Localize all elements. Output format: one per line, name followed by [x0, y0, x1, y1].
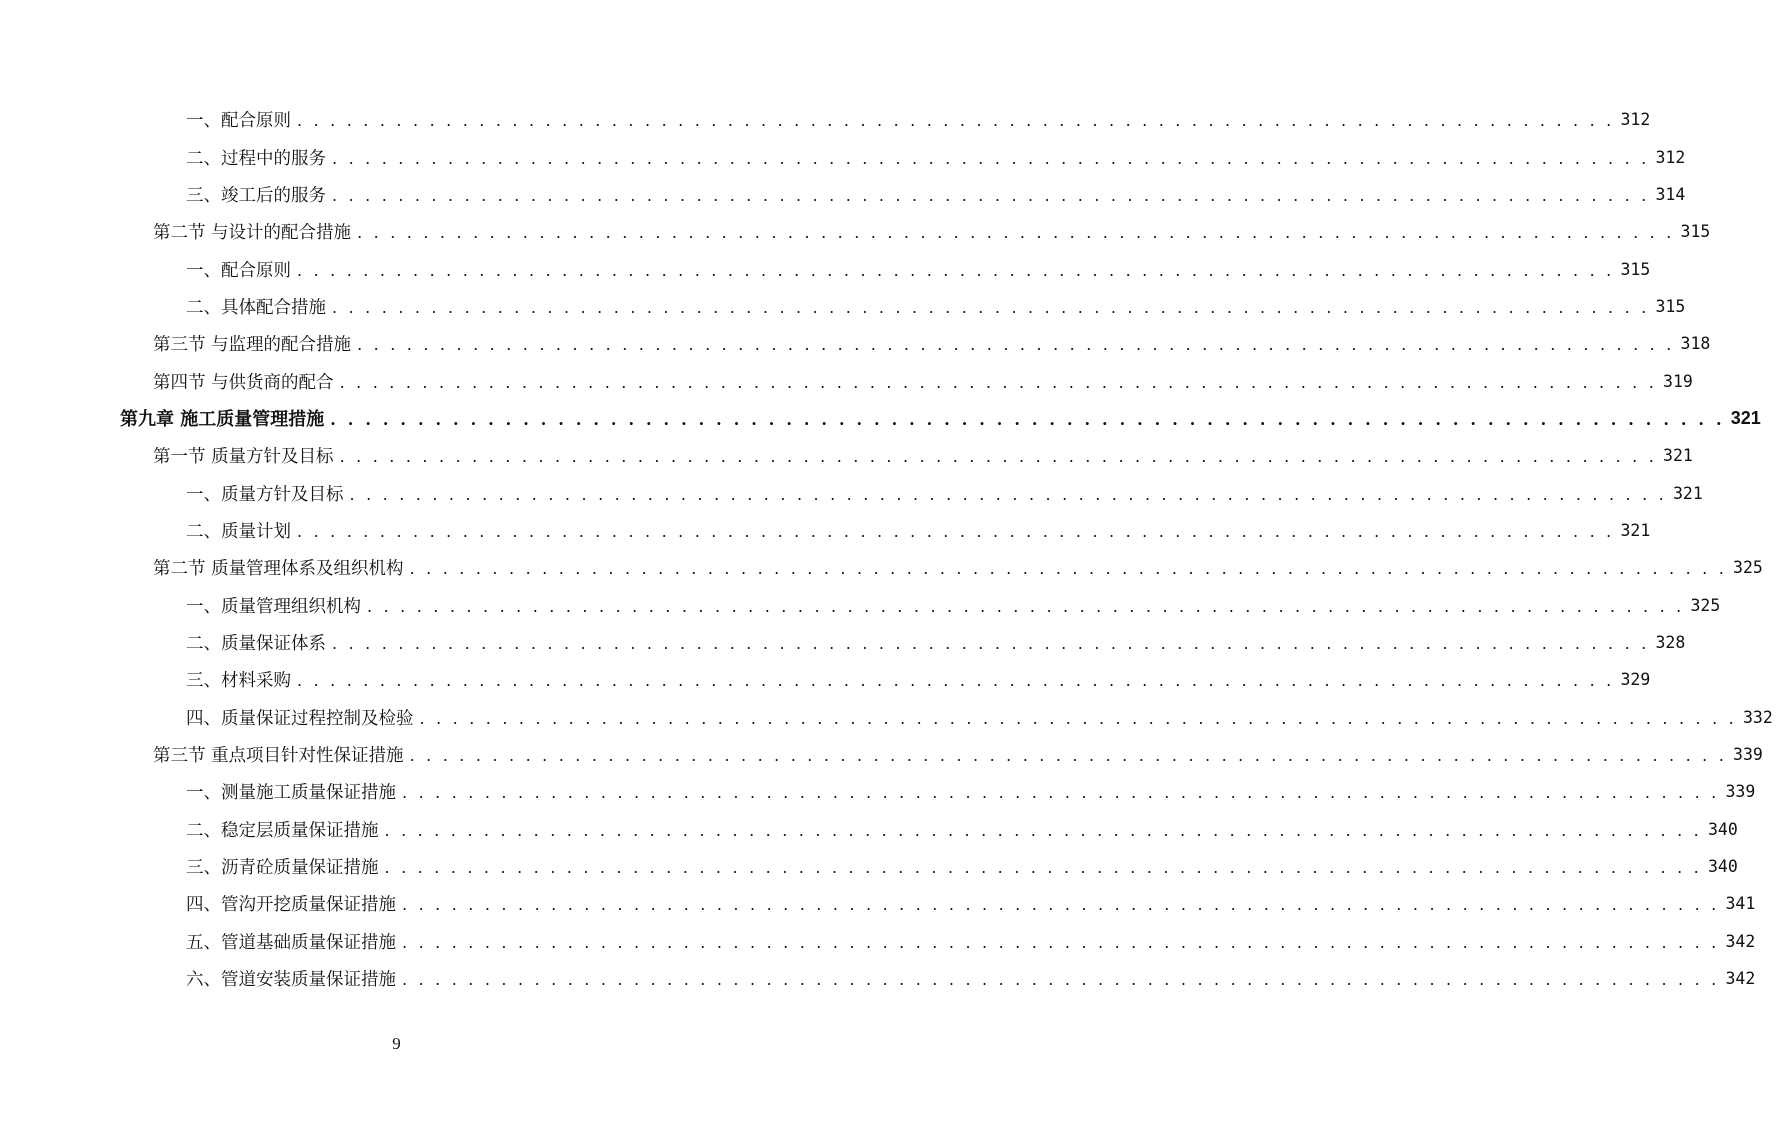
toc-entry-title: 三、材料采购	[186, 671, 291, 692]
toc-subsection-entry[interactable]	[0, 848, 1738, 885]
toc-entry-page-number: 321	[1663, 446, 1693, 466]
toc-subsection-entry[interactable]	[0, 885, 1756, 922]
toc-section-entry[interactable]	[0, 736, 1763, 773]
toc-entry-page-number: 315	[1655, 296, 1686, 316]
toc-entry-title: 五、管道基础质量保证措施	[186, 932, 396, 953]
toc-entry-page-number: 328	[1655, 632, 1686, 652]
toc-entry-title: 一、测量施工质量保证措施	[186, 783, 396, 804]
toc-section-entry[interactable]	[0, 362, 1693, 399]
toc-section-entry[interactable]	[0, 325, 1711, 362]
toc-dot-leader: . . . . . . . . . . . . . . . . . . . . . . . . . . . . . . . . . . . . . . . . . . . . . . . . . . . . . . . . . . . . . . . . . . . . . . . . . . . . . . . .	[409, 746, 1728, 766]
toc-dot-leader: . . . . . . . . . . . . . . . . . . . . . . . . . . . . . . . . . . . . . . . . . . . . . . . . . . . . . . . . . . . . . . . . . . . . . . . . . . . . . . . .	[332, 633, 1650, 653]
toc-subsection-entry[interactable]	[0, 923, 1756, 960]
toc-dot-leader: . . . . . . . . . . . . . . . . . . . . . . . . . . . . . . . . . . . . . . . . . . . . . . . . . . . . . . . . . . . . . . . . . . . . . . . . . . . . . . . .	[384, 820, 1702, 840]
toc-entry-page-number: 318	[1680, 334, 1711, 354]
toc-entry-page-number: 315	[1620, 259, 1651, 279]
toc-dot-leader: . . . . . . . . . . . . . . . . . . . . . . . . . . . . . . . . . . . . . . . . . . . . . . . . . . . . . . . . . . . . . . . . . . . . . . . . . . . . . . . .	[297, 111, 1615, 131]
toc-entry-title: 第四节 与供货商的配合	[153, 372, 334, 393]
toc-entry-page-number: 329	[1620, 670, 1651, 690]
toc-entry-page-number: 339	[1733, 745, 1763, 765]
toc-entry-title: 二、具体配合措施	[186, 297, 326, 318]
toc-entry-title: 第九章 施工质量管理措施	[120, 409, 325, 431]
toc-subsection-entry[interactable]	[0, 960, 1756, 997]
toc-entry-page-number: 340	[1707, 857, 1738, 877]
toc-entry-title: 一、质量管理组织机构	[186, 596, 361, 617]
toc-dot-leader: . . . . . . . . . . . . . . . . . . . . . . . . . . . . . . . . . . . . . . . . . . . . . . . . . . . . . . . . . . . . . . . . . . . . . . . . . . . . . . . .	[297, 671, 1615, 691]
toc-dot-leader: . . . . . . . . . . . . . . . . . . . . . . . . . . . . . . . . . . . . . . . . . . . . . . . . . . . . . . . . . . . . . . . . . . . . . . . . . . . . . . . .	[332, 185, 1650, 205]
toc-subsection-entry[interactable]	[0, 101, 1651, 138]
toc-dot-leader: . . . . . . . . . . . . . . . . . . . . . . . . . . . . . . . . . . . . . . . . . . . . . . . . . . . . . . . . . . . . . . . . . . . . . . . . . . . . . . . .	[349, 484, 1667, 504]
toc-subsection-entry[interactable]	[0, 624, 1686, 661]
toc-subsection-entry[interactable]	[0, 699, 1773, 736]
toc-dot-leader: . . . . . . . . . . . . . . . . . . . . . . . . . . . . . . . . . . . . . . . . . . . . . . . . . . . . . . . . . . . . . . . . . . . . . . . . . . . . . . . .	[419, 708, 1737, 728]
toc-entry-title: 二、过程中的服务	[186, 148, 326, 169]
table-of-contents	[0, 101, 1773, 997]
toc-entry-title: 四、质量保证过程控制及检验	[186, 708, 414, 729]
toc-entry-title: 第二节 质量管理体系及组织机构	[153, 559, 404, 580]
toc-dot-leader: . . . . . . . . . . . . . . . . . . . . . . . . . . . . . . . . . . . . . . . . . . . . . . . . . . . . . . . . . . . . . . . . . . . . . . . . . . . . . . . .	[402, 932, 1720, 952]
toc-entry-title: 四、管沟开挖质量保证措施	[186, 895, 396, 916]
toc-entry-page-number: 314	[1655, 184, 1686, 204]
toc-dot-leader: . . . . . . . . . . . . . . . . . . . . . . . . . . . . . . . . . . . . . . . . . . . . . . . . . . . . . . . . . . . . . . . . . . . . . . . . . . . . . . . .	[409, 559, 1728, 579]
toc-subsection-entry[interactable]	[0, 773, 1756, 810]
toc-entry-title: 六、管道安装质量保证措施	[186, 970, 396, 991]
toc-entry-page-number: 321	[1672, 483, 1703, 503]
toc-dot-leader: . . . . . . . . . . . . . . . . . . . . . . . . . . . . . . . . . . . . . . . . . . . . . . . . . . . . . . . . . . . . . . . . . . . . . . . . . . . . . . . .	[332, 297, 1650, 317]
toc-subsection-entry[interactable]	[0, 512, 1651, 549]
toc-subsection-entry[interactable]	[0, 474, 1703, 511]
toc-entry-page-number: 321	[1730, 407, 1761, 428]
toc-dot-leader: . . . . . . . . . . . . . . . . . . . . . . . . . . . . . . . . . . . . . . . . . . . . . . . . . . . . . . . . . . . . . . . . . . . . . . . . . . . . . . . .	[384, 858, 1702, 878]
toc-subsection-entry[interactable]	[0, 586, 1721, 623]
toc-subsection-entry[interactable]	[0, 661, 1651, 698]
toc-dot-leader: . . . . . . . . . . . . . . . . . . . . . . . . . . . . . . . . . . . . . . . . . . . . . . . . . . . . . . . . . . . . . . . . . . . . . . . . . . . . . . . .	[402, 895, 1720, 915]
toc-entry-page-number: 312	[1620, 110, 1651, 130]
toc-entry-title: 二、质量保证体系	[186, 633, 326, 654]
toc-entry-title: 第三节 与监理的配合措施	[153, 335, 352, 356]
toc-dot-leader: . . . . . . . . . . . . . . . . . . . . . . . . . . . . . . . . . . . . . . . . . . . . . . . . . . . . . . . . . . . . . . . . . . . . . . . . . . . . . . . .	[402, 970, 1720, 990]
toc-subsection-entry[interactable]	[0, 288, 1686, 325]
toc-entry-page-number: 325	[1690, 595, 1721, 615]
page-number-footer: 9	[392, 1034, 401, 1053]
toc-dot-leader: . . . . . . . . . . . . . . . . . . . . . . . . . . . . . . . . . . . . . . . . . . . . . . . . . . . . . . . . . . . . . . . . . . . . . . . . . . . . . . . .	[332, 148, 1650, 168]
toc-dot-leader: . . . . . . . . . . . . . . . . . . . . . . . . . . . . . . . . . . . . . . . . . . . . . . . . . . . . . . . . . . . . . . . . . . . . . . . . . . . . . . . .	[367, 596, 1685, 616]
toc-entry-page-number: 332	[1742, 707, 1773, 727]
toc-entry-page-number: 312	[1655, 147, 1686, 167]
toc-entry-title: 第二节 与设计的配合措施	[153, 223, 352, 244]
toc-section-entry[interactable]	[0, 213, 1711, 250]
toc-section-entry[interactable]	[0, 437, 1693, 474]
toc-entry-page-number: 315	[1680, 222, 1711, 242]
toc-dot-leader: . . . . . . . . . . . . . . . . . . . . . . . . . . . . . . . . . . . . . . . . . . . . . . . . . . . . . . . . . . . . . . . . . . . . . . . . . . . . . . . .	[339, 372, 1658, 392]
toc-entry-page-number: 342	[1725, 931, 1756, 951]
toc-dot-leader: . . . . . . . . . . . . . . . . . . . . . . . . . . . . . . . . . . . . . . . . . . . . . . . . . . . . . . . . . . . . . . . . . . . . . . . . . . . . . . . .	[357, 223, 1675, 243]
toc-section-entry[interactable]	[0, 549, 1763, 586]
toc-entry-page-number: 341	[1725, 894, 1756, 914]
toc-dot-leader: . . . . . . . . . . . . . . . . . . . . . . . . . . . . . . . . . . . . . . . . . . . . . . . . . . . . . . . . . . . . . . . . . . . . . . . . . . . . . . . .	[402, 783, 1720, 803]
toc-dot-leader: . . . . . . . . . . . . . . . . . . . . . . . . . . . . . . . . . . . . . . . . . . . . . . . . . . . . . . . . . . . . . . . . . . . . . . . . . . . . . . . .	[330, 409, 1725, 429]
toc-entry-title: 第三节 重点项目针对性保证措施	[153, 746, 404, 767]
toc-chapter-entry[interactable]	[0, 400, 1761, 437]
toc-entry-page-number: 325	[1733, 558, 1763, 578]
toc-entry-title: 一、质量方针及目标	[186, 484, 344, 505]
toc-entry-page-number: 339	[1725, 782, 1756, 802]
toc-entry-page-number: 319	[1663, 371, 1693, 391]
toc-entry-title: 二、质量计划	[186, 521, 291, 542]
toc-dot-leader: . . . . . . . . . . . . . . . . . . . . . . . . . . . . . . . . . . . . . . . . . . . . . . . . . . . . . . . . . . . . . . . . . . . . . . . . . . . . . . . .	[357, 335, 1675, 355]
toc-entry-page-number: 340	[1707, 819, 1738, 839]
toc-dot-leader: . . . . . . . . . . . . . . . . . . . . . . . . . . . . . . . . . . . . . . . . . . . . . . . . . . . . . . . . . . . . . . . . . . . . . . . . . . . . . . . .	[339, 447, 1658, 467]
toc-dot-leader: . . . . . . . . . . . . . . . . . . . . . . . . . . . . . . . . . . . . . . . . . . . . . . . . . . . . . . . . . . . . . . . . . . . . . . . . . . . . . . . .	[297, 521, 1615, 541]
toc-entry-title: 三、竣工后的服务	[186, 185, 326, 206]
toc-entry-title: 第一节 质量方针及目标	[153, 447, 334, 468]
toc-subsection-entry[interactable]	[0, 138, 1686, 175]
toc-dot-leader: . . . . . . . . . . . . . . . . . . . . . . . . . . . . . . . . . . . . . . . . . . . . . . . . . . . . . . . . . . . . . . . . . . . . . . . . . . . . . . . .	[297, 260, 1615, 280]
toc-entry-page-number: 321	[1620, 520, 1651, 540]
toc-entry-title: 一、配合原则	[186, 260, 291, 281]
toc-entry-title: 一、配合原则	[186, 111, 291, 132]
toc-subsection-entry[interactable]	[0, 176, 1686, 213]
toc-entry-title: 二、稳定层质量保证措施	[186, 820, 379, 841]
toc-entry-page-number: 342	[1725, 969, 1756, 989]
toc-subsection-entry[interactable]	[0, 250, 1651, 287]
toc-subsection-entry[interactable]	[0, 811, 1738, 848]
toc-entry-title: 三、沥青砼质量保证措施	[186, 858, 379, 879]
